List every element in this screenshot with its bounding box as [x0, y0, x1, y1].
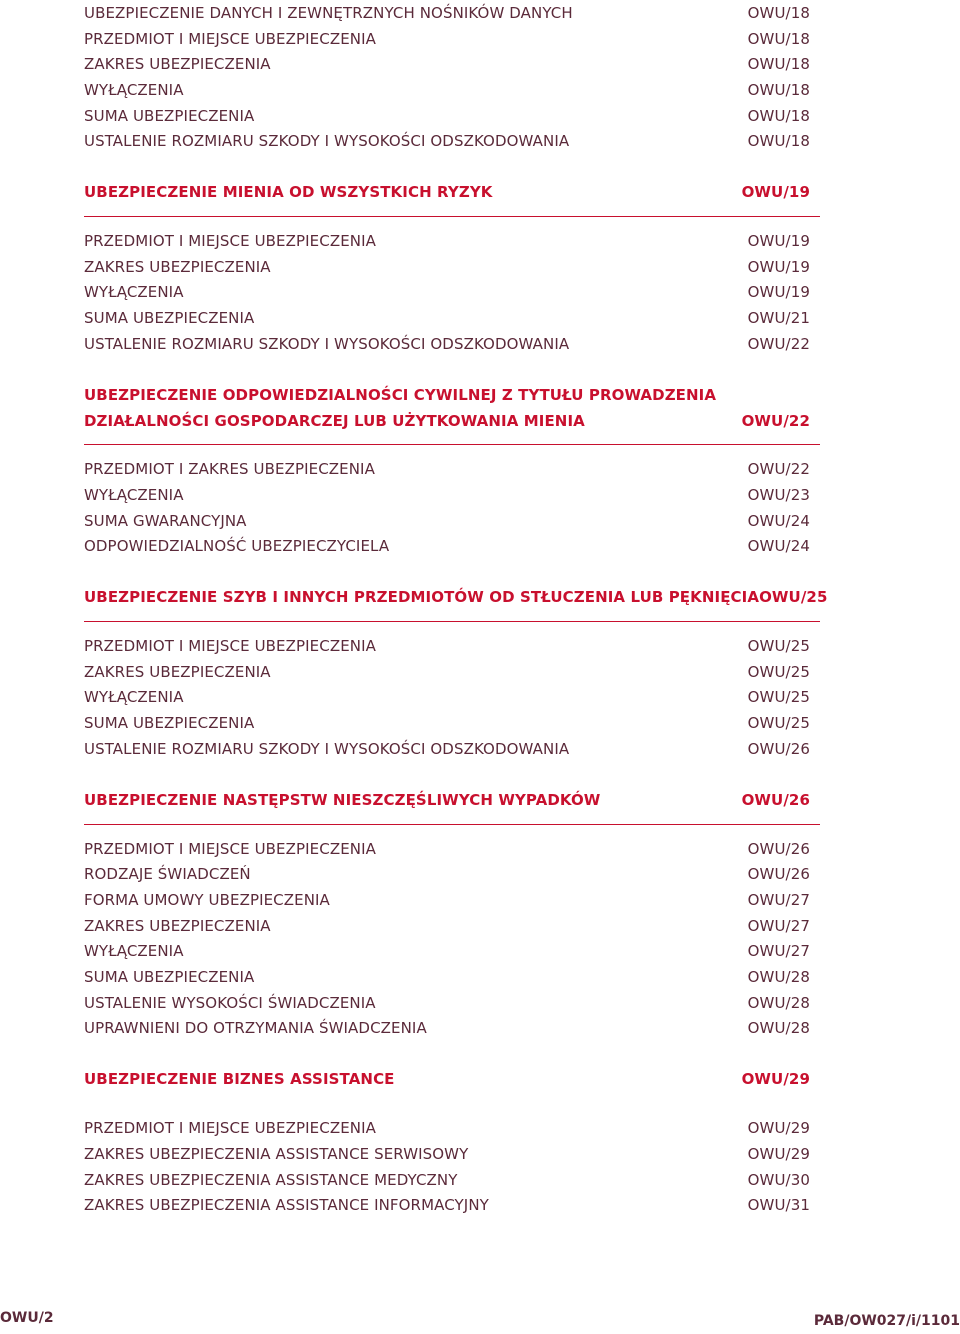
toc-row — [84, 1167, 810, 1193]
toc-row — [84, 964, 810, 990]
toc-item-label: PRZEDMIOT I MIEJSCE UBEZPIECZENIA — [84, 839, 376, 858]
toc-row — [84, 280, 810, 306]
section-page: OWU/19 — [741, 183, 810, 202]
toc-item-label: ZAKRES UBEZPIECZENIA — [84, 916, 271, 935]
section-title-line: UBEZPIECZENIE ODPOWIEDZIALNOŚCI CYWILNEJ Z TYTUŁU PROWADZENIA — [84, 385, 717, 404]
intro-items — [84, 0, 810, 154]
toc-item-label: ZAKRES UBEZPIECZENIA — [84, 662, 271, 681]
toc-item-label: WYŁĄCZENIA — [84, 688, 184, 707]
toc-row — [84, 913, 810, 939]
toc-row — [84, 51, 810, 77]
section-items — [84, 1115, 810, 1218]
section-divider — [84, 216, 820, 217]
section-divider — [84, 621, 820, 622]
toc-row — [84, 254, 810, 280]
toc-row — [84, 1016, 810, 1042]
section-items — [84, 633, 810, 761]
section-items — [84, 836, 810, 1042]
toc-item-label: PRZEDMIOT I ZAKRES UBEZPIECZENIA — [84, 460, 375, 479]
toc-row — [84, 990, 810, 1016]
toc-item-page: OWU/26 — [747, 739, 810, 758]
toc-item-label: WYŁĄCZENIA — [84, 485, 184, 504]
toc-item-page: OWU/29 — [747, 1144, 810, 1163]
toc-item-page: OWU/19 — [747, 283, 810, 302]
toc-row — [84, 1141, 810, 1167]
toc-row — [84, 939, 810, 965]
toc-item-page: OWU/18 — [747, 80, 810, 99]
toc-item-page: OWU/27 — [747, 916, 810, 935]
toc-item-label: UBEZPIECZENIE DANYCH I ZEWNĘTRZNYCH NOŚNIKÓW DANYCH — [84, 3, 573, 22]
section-page: OWU/26 — [741, 790, 810, 809]
toc-item-label: USTALENIE ROZMIARU SZKODY I WYSOKOŚCI ODSZKODOWANIA — [84, 334, 570, 353]
document-code: PAB/OW027/i/1101 — [813, 1313, 960, 1329]
toc-item-label: WYŁĄCZENIA — [84, 942, 184, 961]
section-heading — [84, 1067, 810, 1105]
toc-item-page: OWU/31 — [747, 1196, 810, 1215]
section-items — [84, 456, 810, 559]
toc-item-label: USTALENIE ROZMIARU SZKODY I WYSOKOŚCI ODSZKODOWANIA — [84, 739, 570, 758]
toc-item-page: OWU/28 — [747, 1019, 810, 1038]
toc-item-page: OWU/26 — [747, 839, 810, 858]
toc-item-page: OWU/22 — [747, 460, 810, 479]
toc-item-page: OWU/28 — [747, 993, 810, 1012]
section-divider — [84, 824, 820, 825]
section-heading — [84, 180, 810, 218]
section-title-line: DZIAŁALNOŚCI GOSPODARCZEJ LUB UŻYTKOWANIA MIENIA — [84, 411, 585, 430]
toc-item-label: PRZEDMIOT I MIEJSCE UBEZPIECZENIA — [84, 232, 376, 251]
section-page: OWU/25 — [759, 588, 828, 607]
toc-row — [84, 128, 810, 154]
section-title: UBEZPIECZENIE BIZNES ASSISTANCE — [84, 1070, 395, 1089]
toc-item-page: OWU/22 — [747, 334, 810, 353]
toc-item-label: SUMA UBEZPIECZENIA — [84, 714, 255, 733]
section-title-row — [84, 585, 828, 611]
toc-item-label: WYŁĄCZENIA — [84, 80, 184, 99]
section-heading — [84, 585, 828, 623]
toc-item-page: OWU/25 — [747, 662, 810, 681]
toc-row — [84, 861, 810, 887]
toc-row — [84, 508, 810, 534]
section-title: UBEZPIECZENIE SZYB I INNYCH PRZEDMIOTÓW OD STŁUCZENIA LUB PĘKNIĘCIA — [84, 588, 760, 607]
toc-item-label: PRZEDMIOT I MIEJSCE UBEZPIECZENIA — [84, 29, 376, 48]
toc-item-page: OWU/24 — [747, 537, 810, 556]
toc-item-page: OWU/18 — [747, 29, 810, 48]
toc-row — [84, 456, 810, 482]
section-title: UBEZPIECZENIE NASTĘPSTW NIESZCZĘŚLIWYCH WYPADKÓW — [84, 790, 601, 809]
toc-item-page: OWU/18 — [747, 55, 810, 74]
section-title-row — [84, 1067, 810, 1093]
toc-row — [84, 77, 810, 103]
toc-item-page: OWU/29 — [747, 1119, 810, 1138]
toc-item-label: SUMA UBEZPIECZENIA — [84, 106, 255, 125]
toc-item-label: SUMA GWARANCYJNA — [84, 511, 247, 530]
toc-item-label: WYŁĄCZENIA — [84, 283, 184, 302]
section-page: OWU/29 — [741, 1070, 810, 1089]
toc-row — [84, 1115, 810, 1141]
toc-item-page: OWU/23 — [747, 485, 810, 504]
toc-item-page: OWU/27 — [747, 942, 810, 961]
toc-item-label: ODPOWIEDZIALNOŚĆ UBEZPIECZYCIELA — [84, 537, 390, 556]
section-heading — [84, 787, 810, 825]
toc-row — [84, 533, 810, 559]
section-page: OWU/22 — [741, 411, 810, 430]
toc-item-label: USTALENIE ROZMIARU SZKODY I WYSOKOŚCI ODSZKODOWANIA — [84, 132, 570, 151]
toc-item-label: PRZEDMIOT I MIEJSCE UBEZPIECZENIA — [84, 1119, 376, 1138]
table-of-contents — [84, 0, 828, 1218]
toc-row — [84, 633, 810, 659]
toc-item-page: OWU/25 — [747, 714, 810, 733]
toc-item-page: OWU/18 — [747, 132, 810, 151]
toc-row — [84, 685, 810, 711]
toc-item-page: OWU/21 — [747, 309, 810, 328]
section-title-row — [84, 787, 810, 813]
toc-row — [84, 710, 810, 736]
toc-row — [84, 0, 810, 26]
section-title: UBEZPIECZENIE MIENIA OD WSZYSTKICH RYZYK — [84, 183, 493, 202]
toc-row — [84, 659, 810, 685]
toc-item-page: OWU/25 — [747, 688, 810, 707]
toc-row — [84, 26, 810, 52]
toc-item-page: OWU/19 — [747, 257, 810, 276]
toc-row — [84, 305, 810, 331]
toc-item-label: PRZEDMIOT I MIEJSCE UBEZPIECZENIA — [84, 637, 376, 656]
toc-item-page: OWU/24 — [747, 511, 810, 530]
toc-item-page: OWU/30 — [747, 1170, 810, 1189]
toc-row — [84, 1192, 810, 1218]
toc-item-page: OWU/19 — [747, 232, 810, 251]
toc-item-page: OWU/18 — [747, 3, 810, 22]
toc-item-label: SUMA UBEZPIECZENIA — [84, 309, 255, 328]
toc-item-label: ZAKRES UBEZPIECZENIA ASSISTANCE SERWISOWY — [84, 1144, 469, 1163]
toc-item-label: ZAKRES UBEZPIECZENIA — [84, 55, 271, 74]
toc-item-page: OWU/27 — [747, 890, 810, 909]
toc-row — [84, 836, 810, 862]
toc-item-page: OWU/25 — [747, 637, 810, 656]
toc-item-page: OWU/18 — [747, 106, 810, 125]
section-divider — [84, 444, 820, 445]
section-title-row — [84, 382, 810, 408]
page-number: OWU/2 — [0, 1310, 54, 1326]
toc-item-label: USTALENIE WYSOKOŚCI ŚWIADCZENIA — [84, 993, 376, 1012]
section-title-row — [84, 180, 810, 206]
toc-row — [84, 887, 810, 913]
toc-row — [84, 228, 810, 254]
toc-item-page: OWU/26 — [747, 865, 810, 884]
toc-row — [84, 103, 810, 129]
section-heading — [84, 382, 810, 445]
toc-row — [84, 482, 810, 508]
toc-item-label: SUMA UBEZPIECZENIA — [84, 968, 255, 987]
section-title-row — [84, 408, 810, 434]
section-items — [84, 228, 810, 356]
toc-row — [84, 331, 810, 357]
toc-row — [84, 736, 810, 762]
toc-item-label: RODZAJE ŚWIADCZEŃ — [84, 865, 251, 884]
toc-item-label: ZAKRES UBEZPIECZENIA ASSISTANCE INFORMACYJNY — [84, 1196, 489, 1215]
toc-item-label: UPRAWNIENI DO OTRZYMANIA ŚWIADCZENIA — [84, 1019, 427, 1038]
section-divider — [84, 1103, 820, 1104]
toc-item-label: ZAKRES UBEZPIECZENIA — [84, 257, 271, 276]
toc-item-page: OWU/28 — [747, 968, 810, 987]
toc-item-label: ZAKRES UBEZPIECZENIA ASSISTANCE MEDYCZNY — [84, 1170, 458, 1189]
toc-item-label: FORMA UMOWY UBEZPIECZENIA — [84, 890, 330, 909]
